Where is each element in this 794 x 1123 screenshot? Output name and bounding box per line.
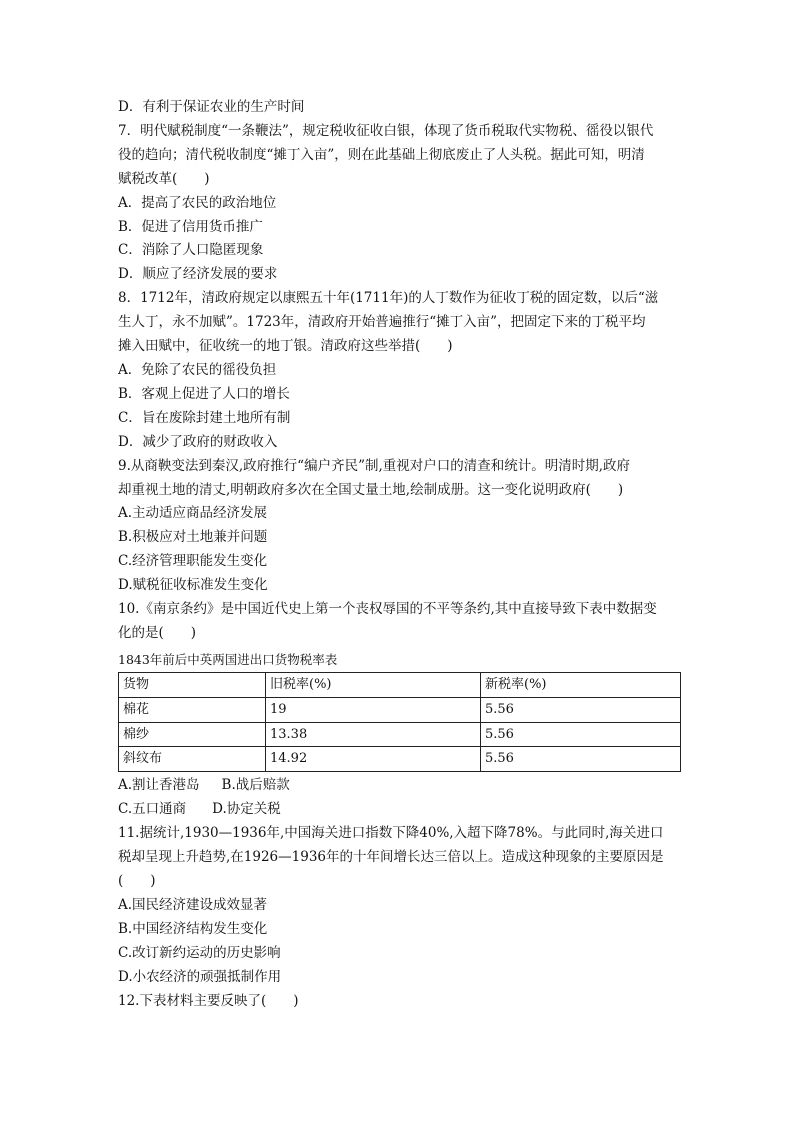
table-header-row <box>119 672 681 697</box>
table-cell: 棉花 <box>119 697 266 722</box>
question-12-stem: 12.下表材料主要反映了( ) <box>118 992 299 1009</box>
question-11-option-c: C.改订新约运动的历史影响 <box>118 944 281 961</box>
question-9-option-d: D.赋税征收标准发生变化 <box>118 577 268 594</box>
question-11-stem: ( ) <box>118 873 156 889</box>
question-11-option-b: B.中国经济结构发生变化 <box>118 920 268 937</box>
table-header-cell: 货物 <box>119 672 266 697</box>
question-9-stem: 9.从商鞅变法到秦汉,政府推行“编户齐民”制,重视对户口的清查和统计。明清时期,政府 <box>118 457 631 474</box>
question-10-option-b: B.战后赔款 <box>221 777 290 794</box>
question-8-option-d: D．减少了政府的财政收入 <box>118 433 278 450</box>
table-cell: 斜纹布 <box>119 747 266 772</box>
question-10-options-row <box>118 798 684 822</box>
table-row <box>119 697 681 722</box>
table-cell: 14.92 <box>266 747 481 772</box>
text-line: D．有利于保证农业的生产时间 <box>118 99 305 115</box>
questions-top <box>118 96 684 646</box>
question-11-option-d: D.小农经济的顽强抵制作用 <box>118 968 282 985</box>
question-9-option-a: A.主动适应商品经济发展 <box>118 505 268 522</box>
question-10-stem: 化的是( ) <box>118 624 197 641</box>
question-11-option-a: A.国民经济建设成效显著 <box>118 896 268 913</box>
question-9-option-b: B.积极应对土地兼并问题 <box>118 529 268 546</box>
question-8-stem: 摊入田赋中，征收统一的地丁银。清政府这些举措( ) <box>118 338 453 355</box>
table-header-cell: 新税率(%) <box>481 672 681 697</box>
table-cell: 棉纱 <box>119 722 266 747</box>
tax-rate-table <box>118 672 681 773</box>
question-7-option-a: A．提高了农民的政治地位 <box>118 194 277 211</box>
question-7-option-c: C．消除了人口隐匿现象 <box>118 242 264 259</box>
question-10-option-a: A.割让香港岛 <box>118 777 200 794</box>
question-8-stem: 8．1712年，清政府规定以康熙五十年(1711年)的人丁数作为征收丁税的固定数，以后“滋 <box>118 290 659 307</box>
table-header-cell: 旧税率(%) <box>266 672 481 697</box>
table-cell: 5.56 <box>481 747 681 772</box>
question-7-option-d: D．顺应了经济发展的要求 <box>118 266 278 283</box>
table-cell: 5.56 <box>481 697 681 722</box>
question-7-stem: 役的趋向；清代税收制度“摊丁入亩”，则在此基础上彻底废止了人头税。据此可知，明清 <box>118 146 645 163</box>
table-cell: 19 <box>266 697 481 722</box>
question-7-option-b: B．促进了信用货币推广 <box>118 218 263 235</box>
question-7-stem: 7．明代赋税制度“一条鞭法”，规定税收征收白银，体现了货币税取代实物税、徭役以银代 <box>118 122 654 139</box>
question-8-stem: 生人丁，永不加赋”。1723年，清政府开始普遍推行“摊丁入亩”，把固定下来的丁税平均 <box>118 314 646 331</box>
table-caption: 1843年前后中英两国进出口货物税率表 <box>118 651 338 667</box>
question-10-stem: 10.《南京条约》是中国近代史上第一个丧权辱国的不平等条约,其中直接导致下表中数据变 <box>118 601 657 618</box>
question-8-option-a: A．免除了农民的徭役负担 <box>118 361 277 378</box>
questions-bottom <box>118 822 684 1013</box>
question-10-option-d: D.协定关税 <box>212 801 281 818</box>
question-9-option-c: C.经济管理职能发生变化 <box>118 553 268 570</box>
table-cell: 5.56 <box>481 722 681 747</box>
question-7-stem: 赋税改革( ) <box>118 170 210 187</box>
exam-page <box>118 96 684 1013</box>
table-row <box>119 722 681 747</box>
question-8-option-c: C．旨在废除封建土地所有制 <box>118 409 291 426</box>
question-11-stem: 税却呈现上升趋势,在1926—1936年的十年间增长达三倍以上。造成这种现象的主要原因是 <box>118 849 664 866</box>
question-11-stem: 11.据统计,1930—1936年,中国海关进口指数下降40%,入超下降78%。与此同时,海关进口 <box>118 825 664 842</box>
question-10-options-row <box>118 774 684 798</box>
question-10-option-c: C.五口通商 <box>118 801 187 818</box>
table-cell: 13.38 <box>266 722 481 747</box>
table-row <box>119 747 681 772</box>
question-9-stem: 却重视土地的清丈,明朝政府多次在全国丈量土地,绘制成册。这一变化说明政府( ) <box>118 481 624 498</box>
question-8-option-b: B．客观上促进了人口的增长 <box>118 385 290 402</box>
